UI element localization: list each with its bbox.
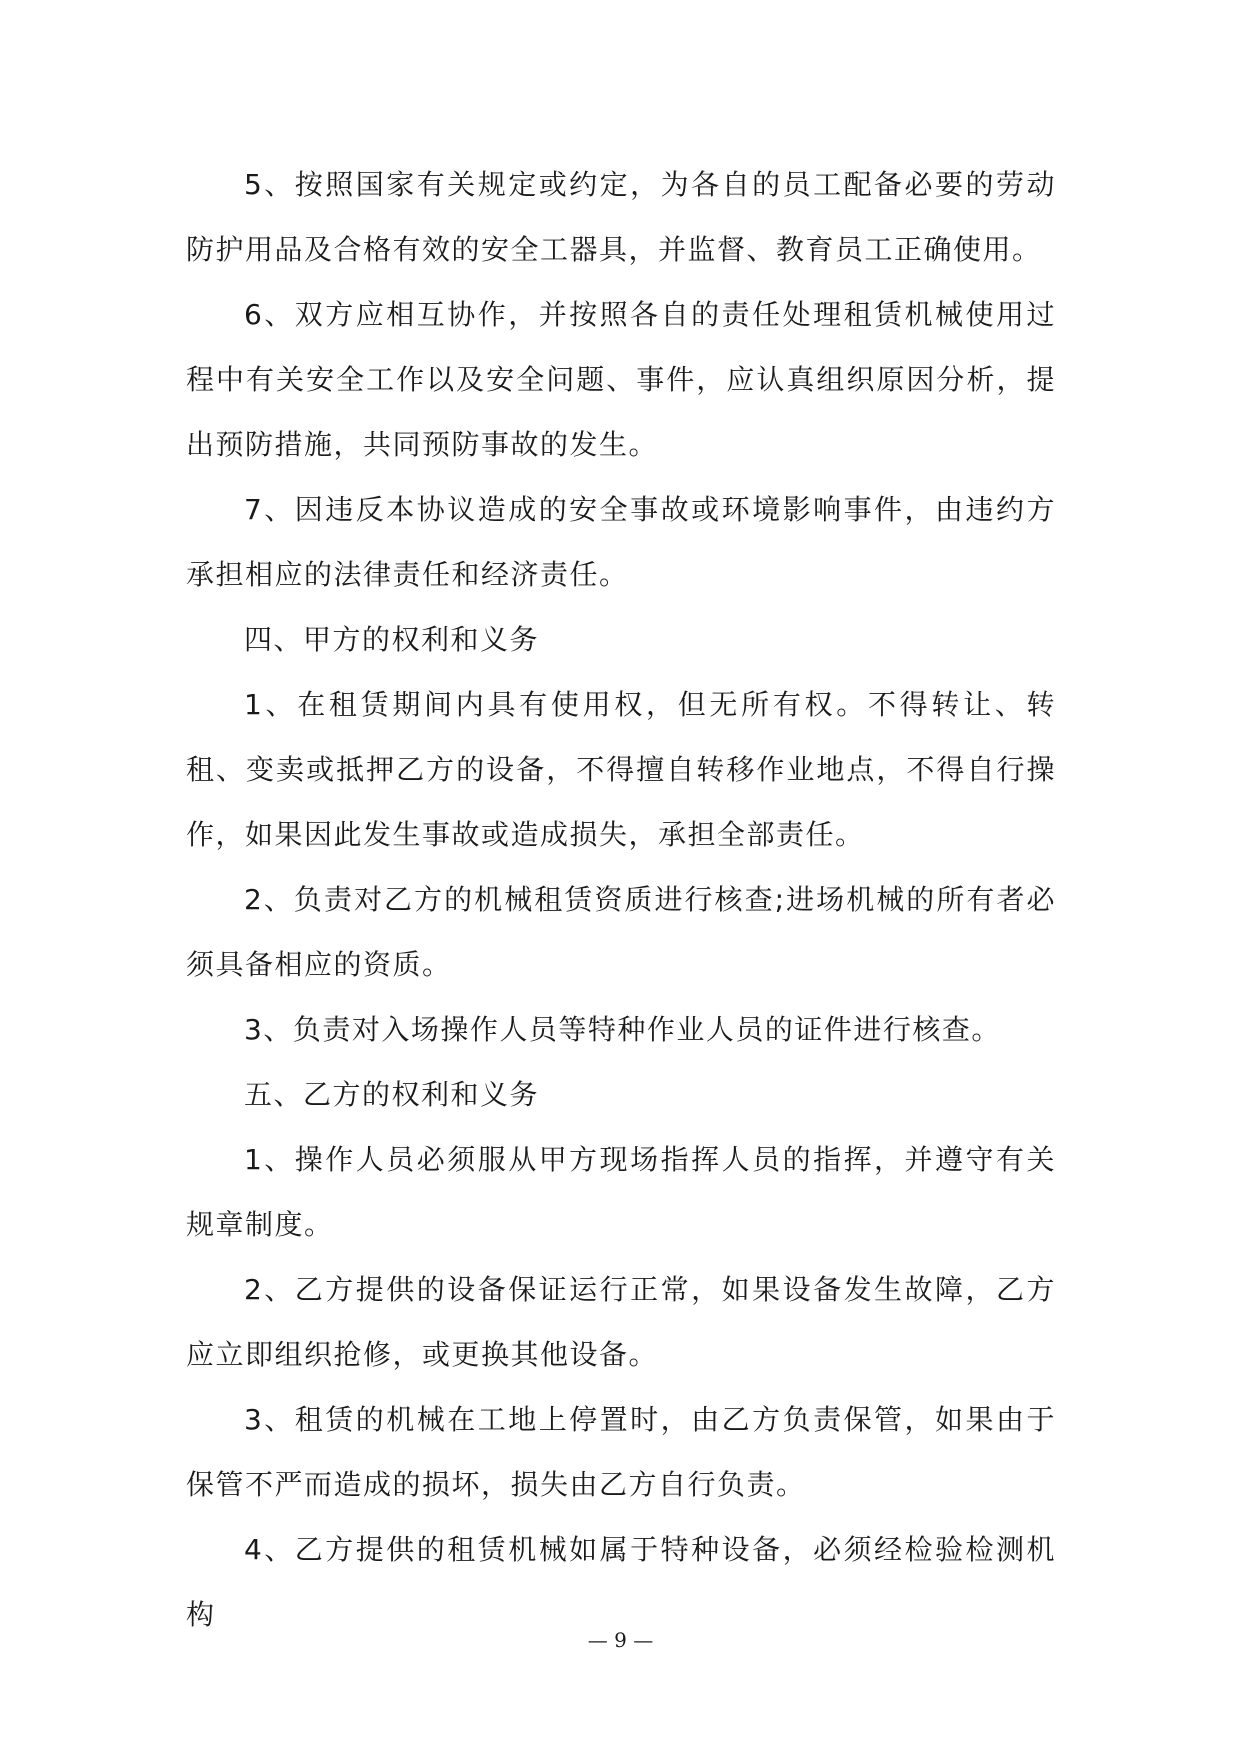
section-heading-party-a: 四、甲方的权利和义务 xyxy=(244,623,540,656)
document-body xyxy=(186,152,1056,1647)
page-number: — 9 — xyxy=(587,1628,654,1652)
section-heading-party-b: 五、乙方的权利和义务 xyxy=(244,1078,540,1111)
paragraph-item-7: 7、因违反本协议造成的安全事故或环境影响事件，由违约方承担相应的法律责任和经济责任。 xyxy=(186,493,1056,591)
section5-item-3: 3、租赁的机械在工地上停置时，由乙方负责保管，如果由于保管不严而造成的损坏，损失由乙方自行负责。 xyxy=(186,1403,1056,1501)
paragraph-item-5: 5、按照国家有关规定或约定，为各自的员工配备必要的劳动防护用品及合格有效的安全工器具，并监督、教育员工正确使用。 xyxy=(186,168,1056,266)
section5-item-4: 4、乙方提供的租赁机械如属于特种设备，必须经检验检测机构 xyxy=(186,1533,1056,1631)
section5-item-2: 2、乙方提供的设备保证运行正常，如果设备发生故障，乙方应立即组织抢修，或更换其他设备。 xyxy=(186,1273,1056,1371)
section4-item-3: 3、负责对入场操作人员等特种作业人员的证件进行核查。 xyxy=(244,1013,1001,1046)
section4-item-2: 2、负责对乙方的机械租赁资质进行核查;进场机械的所有者必须具备相应的资质。 xyxy=(186,883,1056,981)
paragraph-item-6: 6、双方应相互协作，并按照各自的责任处理租赁机械使用过程中有关安全工作以及安全问题、事件，应认真组织原因分析，提出预防措施，共同预防事故的发生。 xyxy=(186,298,1056,461)
section5-item-1: 1、操作人员必须服从甲方现场指挥人员的指挥，并遵守有关规章制度。 xyxy=(186,1143,1056,1241)
section4-item-1: 1、在租赁期间内具有使用权，但无所有权。不得转让、转租、变卖或抵押乙方的设备，不得擅自转移作业地点，不得自行操作，如果因此发生事故或造成损失，承担全部责任。 xyxy=(186,688,1056,851)
